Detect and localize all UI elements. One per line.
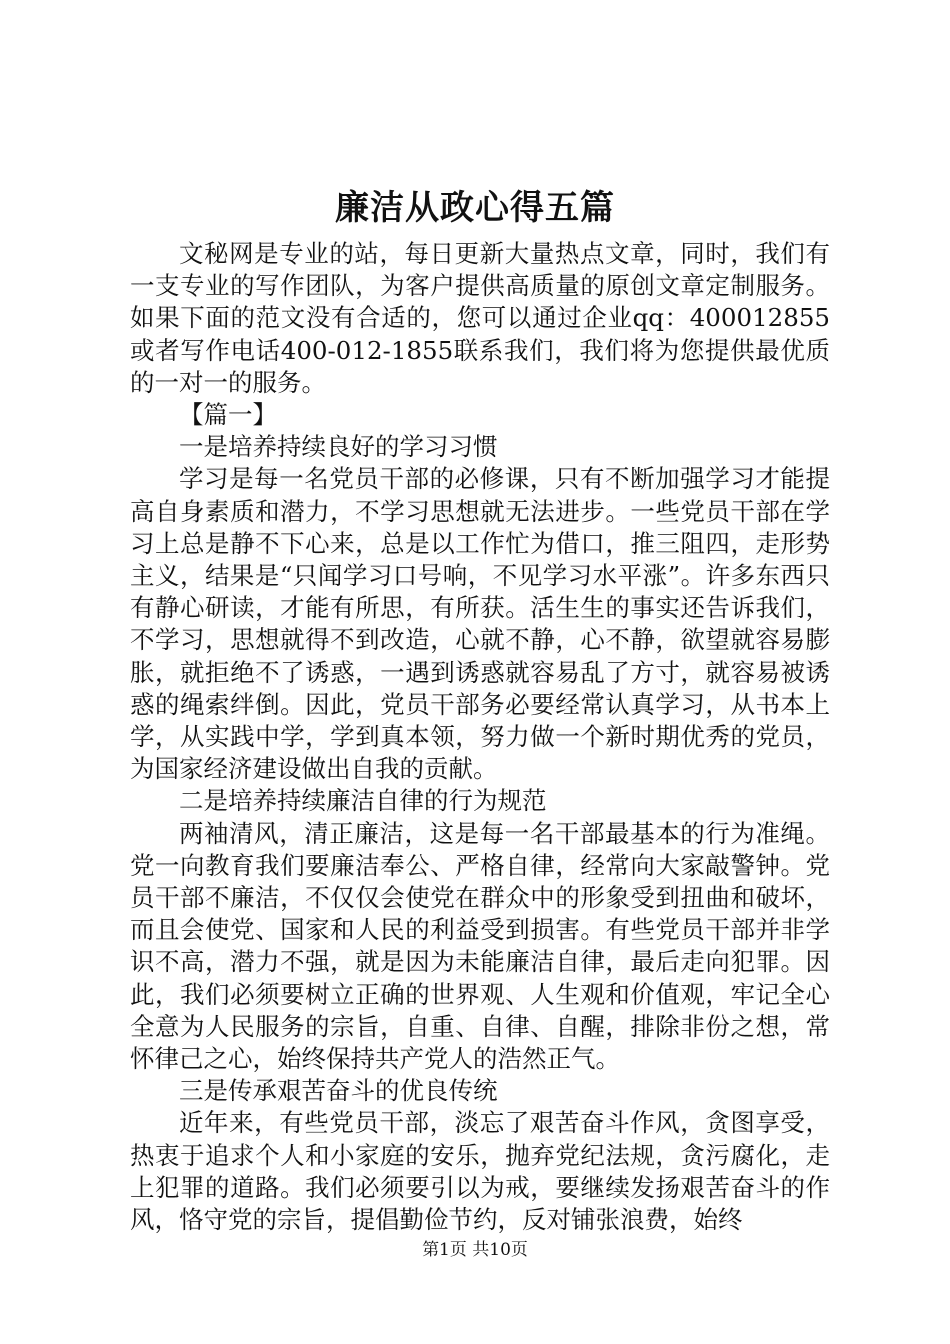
section-heading-1: 一是培养持续良好的学习习惯 xyxy=(179,432,498,462)
section-label: 【篇一】 xyxy=(179,400,277,430)
page-number-footer: 第1页 共10页 xyxy=(422,1240,528,1260)
intro-paragraph: 文秘网是专业的站，每日更新大量热点文章，同时，我们有一支专业的写作团队，为客户提供高质量的原创文章定制服务。如果下面的范文没有合适的，您可以通过企业qq：400012855或者写作电话400-012-1855联系我们，我们将为您提供最优质的一对一的服务。 xyxy=(130,239,830,397)
section-heading-3: 三是传承艰苦奋斗的优良传统 xyxy=(179,1076,498,1106)
section-heading-2: 二是培养持续廉洁自律的行为规范 xyxy=(179,786,547,816)
section-paragraph-2: 两袖清风，清正廉洁，这是每一名干部最基本的行为准绳。党一向教育我们要廉洁奉公、严格自律，经常向大家敲警钟。党员干部不廉洁，不仅仅会使党在群众中的形象受到扭曲和破坏，而且会使党、国家和人民的利益受到损害。有些党员干部并非学识不高，潜力不强，就是因为未能廉洁自律，最后走向犯罪。因此，我们必须要树立正确的世界观、人生观和价值观，牢记全心全意为人民服务的宗旨，自重、自律、自醒，排除非份之想，常怀律己之心，始终保持共产党人的浩然正气。 xyxy=(130,818,830,1074)
document-body xyxy=(130,238,830,1236)
document-title: 廉洁从政心得五篇 xyxy=(335,188,615,228)
section-paragraph-1: 学习是每一名党员干部的必修课，只有不断加强学习才能提高自身素质和潜力，不学习思想就无法进步。一些党员干部在学习上总是静不下心来，总是以工作忙为借口，推三阻四，走形势主义，结果是“只闻学习口号响，不见学习水平涨”。许多东西只有静心研读，才能有所思，有所获。活生生的事实还告诉我们，不学习，思想就得不到改造，心就不静，心不静，欲望就容易膨胀，就拒绝不了诱惑，一遇到诱惑就容易乱了方寸，就容易被诱惑的绳索绊倒。因此，党员干部务必要经常认真学习，从书本上学，从实践中学，学到真本领，努力做一个新时期优秀的党员，为国家经济建设做出自我的贡献。 xyxy=(130,464,830,784)
section-paragraph-3: 近年来，有些党员干部，淡忘了艰苦奋斗作风，贪图享受，热衷于追求个人和小家庭的安乐，抛弃党纪法规，贪污腐化，走上犯罪的道路。我们必须要引以为戒，要继续发扬艰苦奋斗的作风，恪守党的宗旨，提倡勤俭节约，反对铺张浪费，始终 xyxy=(130,1108,830,1235)
